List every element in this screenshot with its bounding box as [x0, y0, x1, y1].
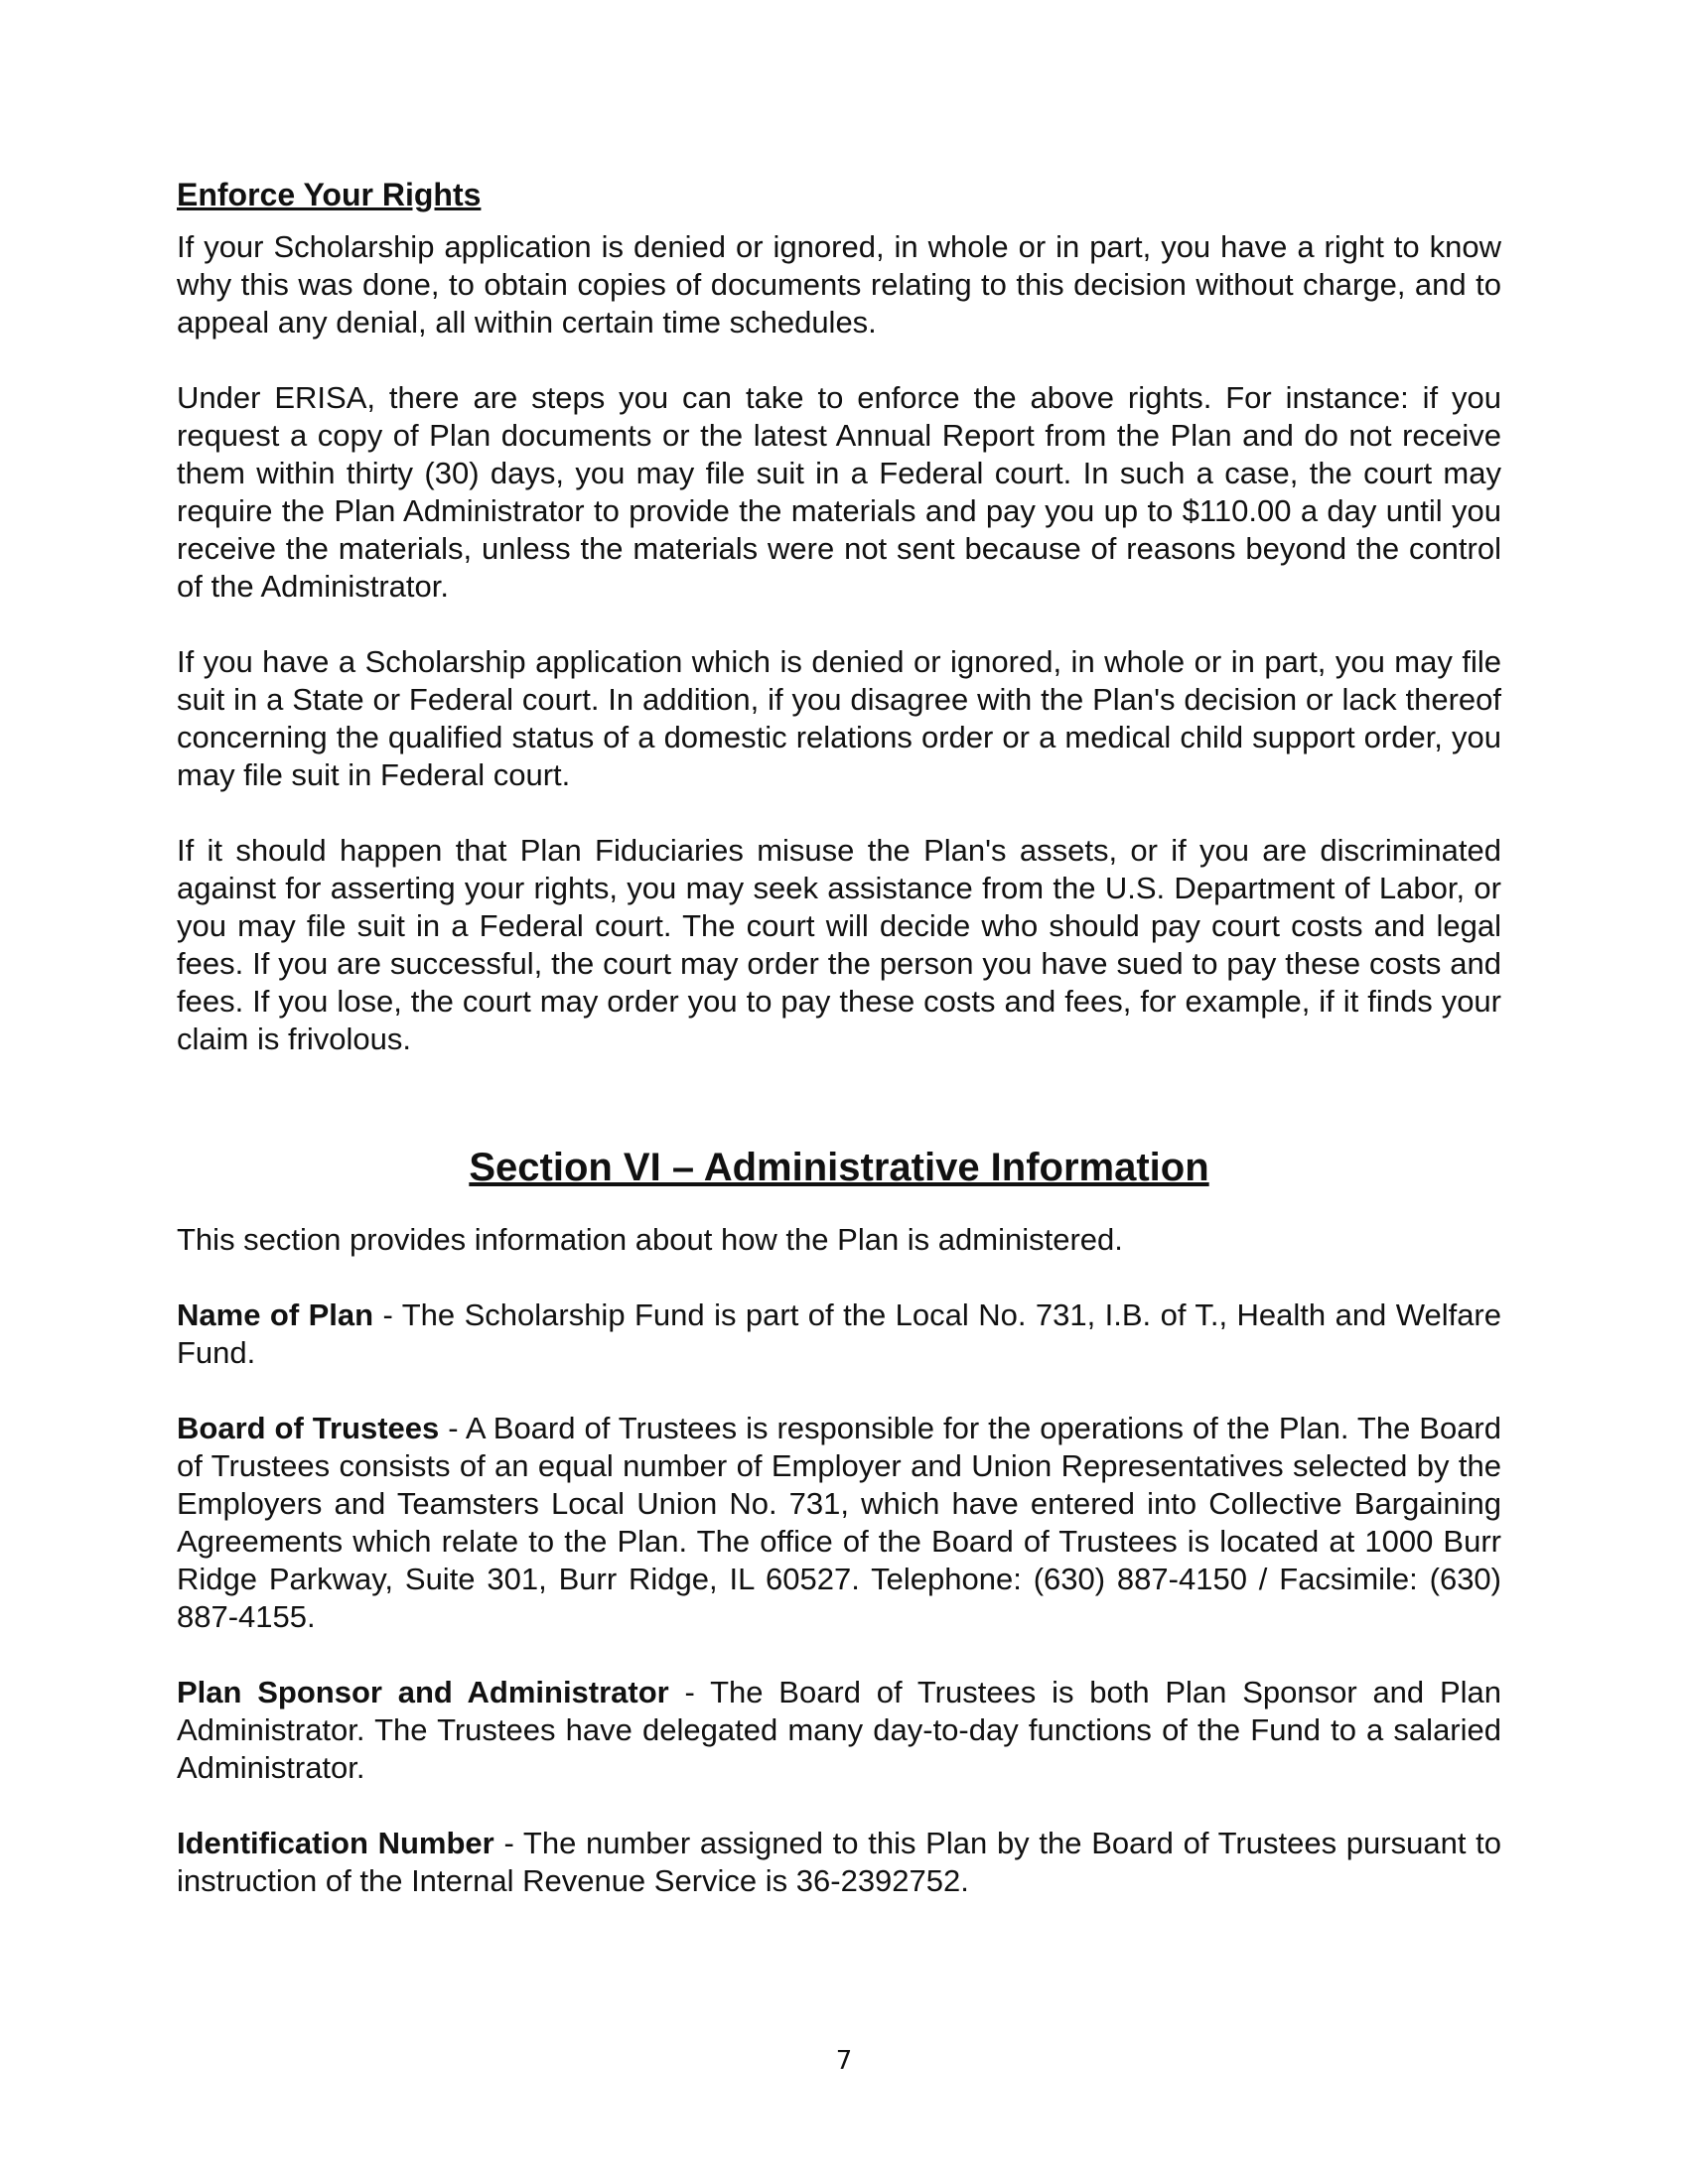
section-title-administrative-info: Section VI – Administrative Information — [469, 1146, 1209, 1189]
section-heading-enforce-rights: Enforce Your Rights — [177, 177, 482, 212]
definition-text: - The Scholarship Fund is part of the Local No. 731, I.B. of T., Health and Welfare Fund. — [177, 1297, 1501, 1370]
definition-term: Identification Number — [177, 1826, 494, 1860]
paragraph-fiduciary-misuse: If it should happen that Plan Fiduciaries misuse the Plan's assets, or if you are discriminated against for asserting your rights, you may seek assistance from the U.S. Department of Labor, or you may file suit in a Federal court. The court will decide who should pay court costs and legal fees. If you are successful, the court may order the person you have sued to pay these costs and fees. If you lose, the court may order you to pay these costs and fees, for example, if it finds your claim is frivolous. — [177, 833, 1501, 1056]
definition-text: - A Board of Trustees is responsible for the operations of the Plan. The Board of Trustees consists of an equal number of Employer and Union Representatives selected by the Employers and Teamsters Local Union No. 731, which have entered into Collective Bargaining Agreements which relate to the Plan. The office of the Board of Trustees is located at 1000 Burr Ridge Parkway, Suite 301, Burr Ridge, IL 60527. Telephone: (630) 887-4150 / Facsimile: (630) 887-4155. — [177, 1411, 1502, 1634]
definition-term: Plan Sponsor and Administrator — [177, 1675, 669, 1709]
definition-text: - The number assigned to this Plan by the Board of Trustees pursuant to instruction of the Internal Revenue Service is 36-2392752. — [177, 1826, 1501, 1898]
definition-identification-number — [177, 1825, 1501, 1900]
definition-term: Board of Trustees — [177, 1411, 440, 1445]
definition-board-of-trustees — [177, 1410, 1501, 1636]
page-number: 7 — [835, 2046, 853, 2076]
definition-plan-sponsor — [177, 1674, 1501, 1787]
document-page — [177, 175, 1501, 1938]
definition-name-of-plan — [177, 1297, 1501, 1372]
paragraph-section-intro: This section provides information about how the Plan is administered. — [177, 1222, 1123, 1257]
definition-term: Name of Plan — [177, 1297, 374, 1332]
paragraph-file-suit: If you have a Scholarship application which is denied or ignored, in whole or in part, you may file suit in a State or Federal court. In addition, if you disagree with the Plan's decision or lack thereof concerning the qualified status of a domestic relations order or a medical child support order, you may file suit in Federal court. — [177, 644, 1501, 792]
paragraph-erisa-steps: Under ERISA, there are steps you can take to enforce the above rights. For instance: if you request a copy of Plan documents or the latest Annual Report from the Plan and do not receive them within thirty (30) days, you may file suit in a Federal court. In such a case, the court may require the Plan Administrator to provide the materials and pay you up to $110.00 a day until you receive the materials, unless the materials were not sent because of reasons beyond the control of the Administrator. — [177, 380, 1501, 604]
definition-text: - The Board of Trustees is both Plan Sponsor and Plan Administrator. The Trustees have delegated many day-to-day functions of the Fund to a salaried Administrator. — [177, 1675, 1501, 1785]
paragraph-appeal-rights: If your Scholarship application is denied or ignored, in whole or in part, you have a right to know why this was done, to obtain copies of documents relating to this decision without charge, and to appeal any denial, all within certain time schedules. — [177, 229, 1501, 340]
